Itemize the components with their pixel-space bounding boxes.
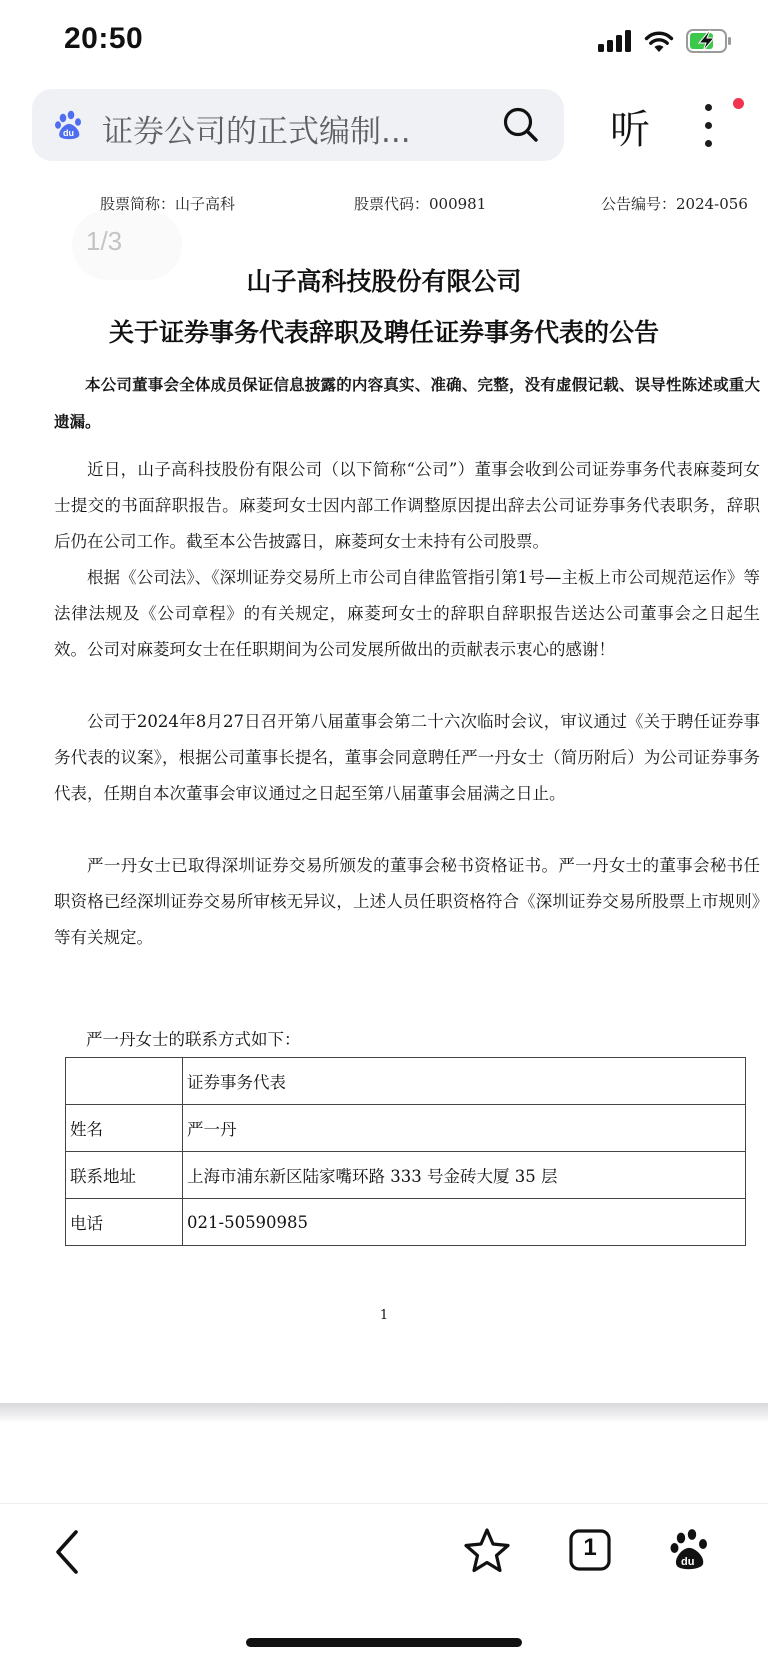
search-query-text[interactable]: 证券公司的正式编制...	[102, 114, 411, 150]
stock-code: 股票代码：000981	[354, 195, 487, 213]
table-row	[66, 1152, 746, 1199]
table-label-cell: 联系地址	[66, 1152, 183, 1199]
more-options-icon[interactable]	[696, 100, 720, 156]
battery-charging-icon	[686, 29, 732, 53]
document-subtitle: 关于证券事务代表辞职及聘任证券事务代表的公告	[108, 318, 659, 347]
table-label-cell: 电话	[66, 1199, 183, 1246]
baidu-home-icon[interactable]	[670, 1528, 710, 1572]
wifi-icon	[644, 30, 674, 52]
paragraph: 公司于2024年8月27日召开第八届董事会第二十六次临时会议，审议通过《关于聘任证券事务代表的议案》，根据公司董事长提名，董事会同意聘任严一丹女士（简历附后）为公司证券事务代表，任期自本次董事会审议通过之日起至第八届董事会届满之日止。	[54, 712, 760, 803]
tab-count: 1	[583, 1534, 597, 1561]
favorite-star-icon[interactable]	[462, 1526, 512, 1576]
notice-number: 公告编号：2024-056	[601, 195, 748, 213]
status-time: 20:50	[64, 22, 144, 55]
status-bar	[0, 0, 768, 80]
page-separator	[0, 1403, 768, 1423]
back-arrow-icon[interactable]	[50, 1526, 90, 1578]
paragraph: 近日，山子高科技股份有限公司（以下简称“公司”）董事会收到公司证券事务代表麻菱珂女士提交的书面辞职报告。麻菱珂女士因内部工作调整原因提出辞去公司证券事务代表职务，辞职后仍在公司工作。截至本公告披露日，麻菱珂女士未持有公司股票。	[54, 460, 760, 551]
table-value-cell: 严一丹	[183, 1105, 746, 1152]
svg-text:du: du	[63, 128, 74, 138]
bottom-navigation	[0, 1503, 768, 1604]
document-title: 山子高科技股份有限公司	[246, 267, 522, 296]
stock-short-name: 股票简称：山子高科	[100, 195, 236, 213]
table-label-cell: 姓名	[66, 1105, 183, 1152]
home-indicator[interactable]	[246, 1638, 522, 1647]
tabs-button[interactable]	[568, 1528, 612, 1572]
notification-dot	[733, 98, 744, 109]
status-icons	[598, 24, 732, 58]
table-row	[66, 1058, 746, 1105]
table-header-cell: 证券事务代表	[183, 1058, 746, 1105]
board-statement: 本公司董事会全体成员保证信息披露的内容真实、准确、完整，没有虚假记载、误导性陈述或重大遗漏。	[54, 375, 760, 431]
listen-button[interactable]: 听	[610, 107, 650, 153]
paragraph: 严一丹女士已取得深圳证券交易所颁发的董事会秘书资格证书。严一丹女士的董事会秘书任职资格已经深圳证券交易所审核无异议，上述人员任职资格符合《深圳证券交易所股票上市规则》等有关规定。	[54, 856, 760, 947]
table-value-cell: 021-50590985	[183, 1199, 746, 1246]
search-icon[interactable]	[502, 106, 540, 144]
table-value-cell: 上海市浦东新区陆家嘴环路 333 号金砖大厦 35 层	[183, 1152, 746, 1199]
contact-intro: 严一丹女士的联系方式如下：	[86, 1030, 301, 1049]
search-bar[interactable]	[32, 89, 564, 161]
baidu-paw-icon	[54, 109, 86, 141]
table-row	[66, 1199, 746, 1246]
svg-text:du: du	[681, 1556, 695, 1568]
page-number: 1	[379, 1308, 389, 1323]
page-indicator-text: 1/3	[86, 226, 123, 256]
cellular-signal-icon	[598, 30, 632, 52]
paragraph: 根据《公司法》、《深圳证券交易所上市公司自律监管指引第1号—主板上市公司规范运作》等法律法规及《公司章程》的有关规定，麻菱珂女士的辞职自辞职报告送达公司董事会之日起生效。公司对麻菱珂女士在任职期间为公司发展所做出的贡献表示衷心的感谢！	[54, 568, 760, 659]
contact-table	[65, 1057, 746, 1246]
table-row	[66, 1105, 746, 1152]
